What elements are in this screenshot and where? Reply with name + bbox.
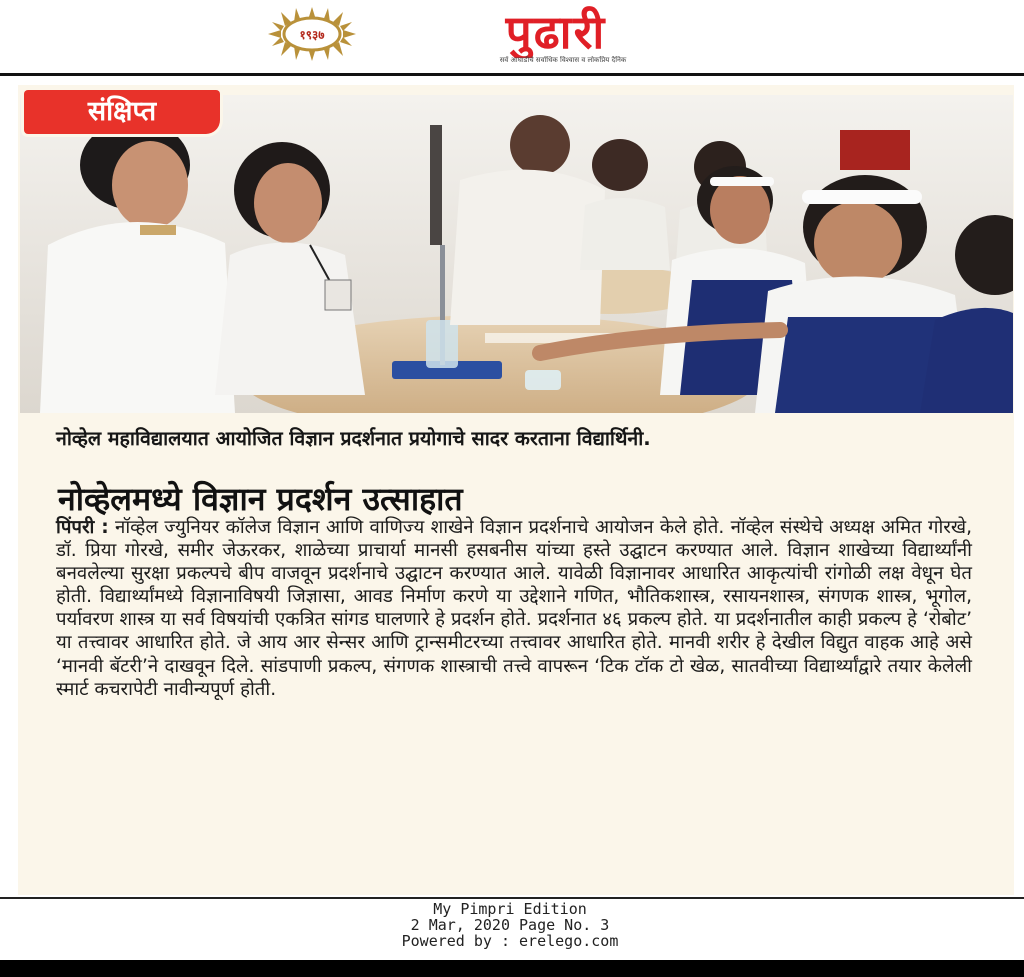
sun-emblem-logo <box>266 6 358 62</box>
masthead-divider <box>0 73 1024 76</box>
newspaper-brand-logo: पुढारी <box>505 6 607 58</box>
article-body <box>56 516 972 701</box>
bottom-bar <box>0 960 1024 977</box>
powered-by-label: Powered by : erelego.com <box>401 932 619 950</box>
emblem-year: १९३७ <box>299 28 325 42</box>
article-body-text: नॉव्हेल ज्युनियर कॉलेज विज्ञान आणि वाणिज्य शाखेने विज्ञान प्रदर्शनाचे आयोजन केले होते. नॉव्हेल संस्थेचे अध्यक्ष अमित गोरखे, डॉ. प्रिया गोरखे, समीर जेऊरकर, शाळेच्या प्राचार्या मानसी हसबनीस यांच्या हस्ते उद्घाटन करण्यात आले. विज्ञान शाखेच्या विद्यार्थ्यांनी बनवलेल्या सुरक्षा प्रकल्पचे बीप वाजवून प्रदर्शनाचे उद्घाटन करण्यात आले. यावेळी विज्ञानावर आधारित आकृत्यांची रांगोळी लक्ष वेधून घेत होती. विद्यार्थ्यांमध्ये विज्ञानाविषयी जिज्ञासा, आवड निर्माण करणे या उद्देशाने गणित, भौतिकशास्त्र, रसायनशास्त्र, संगणक शास्त्र, भूगोल, पर्यावरण शास्त्र या सर्व विषयांची एकत्रित सांगड घालणारे हे प्रदर्शन होते. प्रदर्शनात ४६ प्रकल्प होते. या प्रदर्शनातील काही प्रकल्प हे ‘रोबोट’ या तत्त्वावर आधारित होते. जे आय आर सेन्सर आणि ट्रान्समीटरच्या तत्त्वावर आधारित होते. मानवी शरीर हे देखील विद्युत वाहक आहे असे ‘मानवी बॅटरी’ने दाखवून दिले. सांडपाणी प्रकल्प, संगणक शास्त्राची तत्त्वे वापरून ‘टिक टॉक टो खेळ, सातवीच्या विद्यार्थ्यांद्वारे तयार केलेली स्मार्ट कचरापेटी नावीन्यपूर्ण होती. <box>56 517 972 700</box>
date-page-label: 2 Mar, 2020 Page No. 3 <box>410 916 610 934</box>
edition-label: My Pimpri Edition <box>433 900 587 918</box>
dateline: पिंपरी : <box>56 517 109 538</box>
masthead <box>0 0 1024 74</box>
page-footer <box>200 901 820 949</box>
article-photo <box>20 95 1013 413</box>
footer-divider <box>0 897 1024 899</box>
section-tag: संक्षिप्त <box>24 90 220 134</box>
article-headline: नोव्हेलमध्ये विज्ञान प्रदर्शन उत्साहात <box>58 480 463 518</box>
photo-caption: नोव्हेल महाविद्यालयात आयोजित विज्ञान प्रदर्शनात प्रयोगाचे सादर करताना विद्यार्थिनी. <box>56 427 651 450</box>
brand-tagline: सर्व आघाडीचे सर्वाधिक विश्वास व लोकप्रिय दैनिक <box>499 56 627 64</box>
